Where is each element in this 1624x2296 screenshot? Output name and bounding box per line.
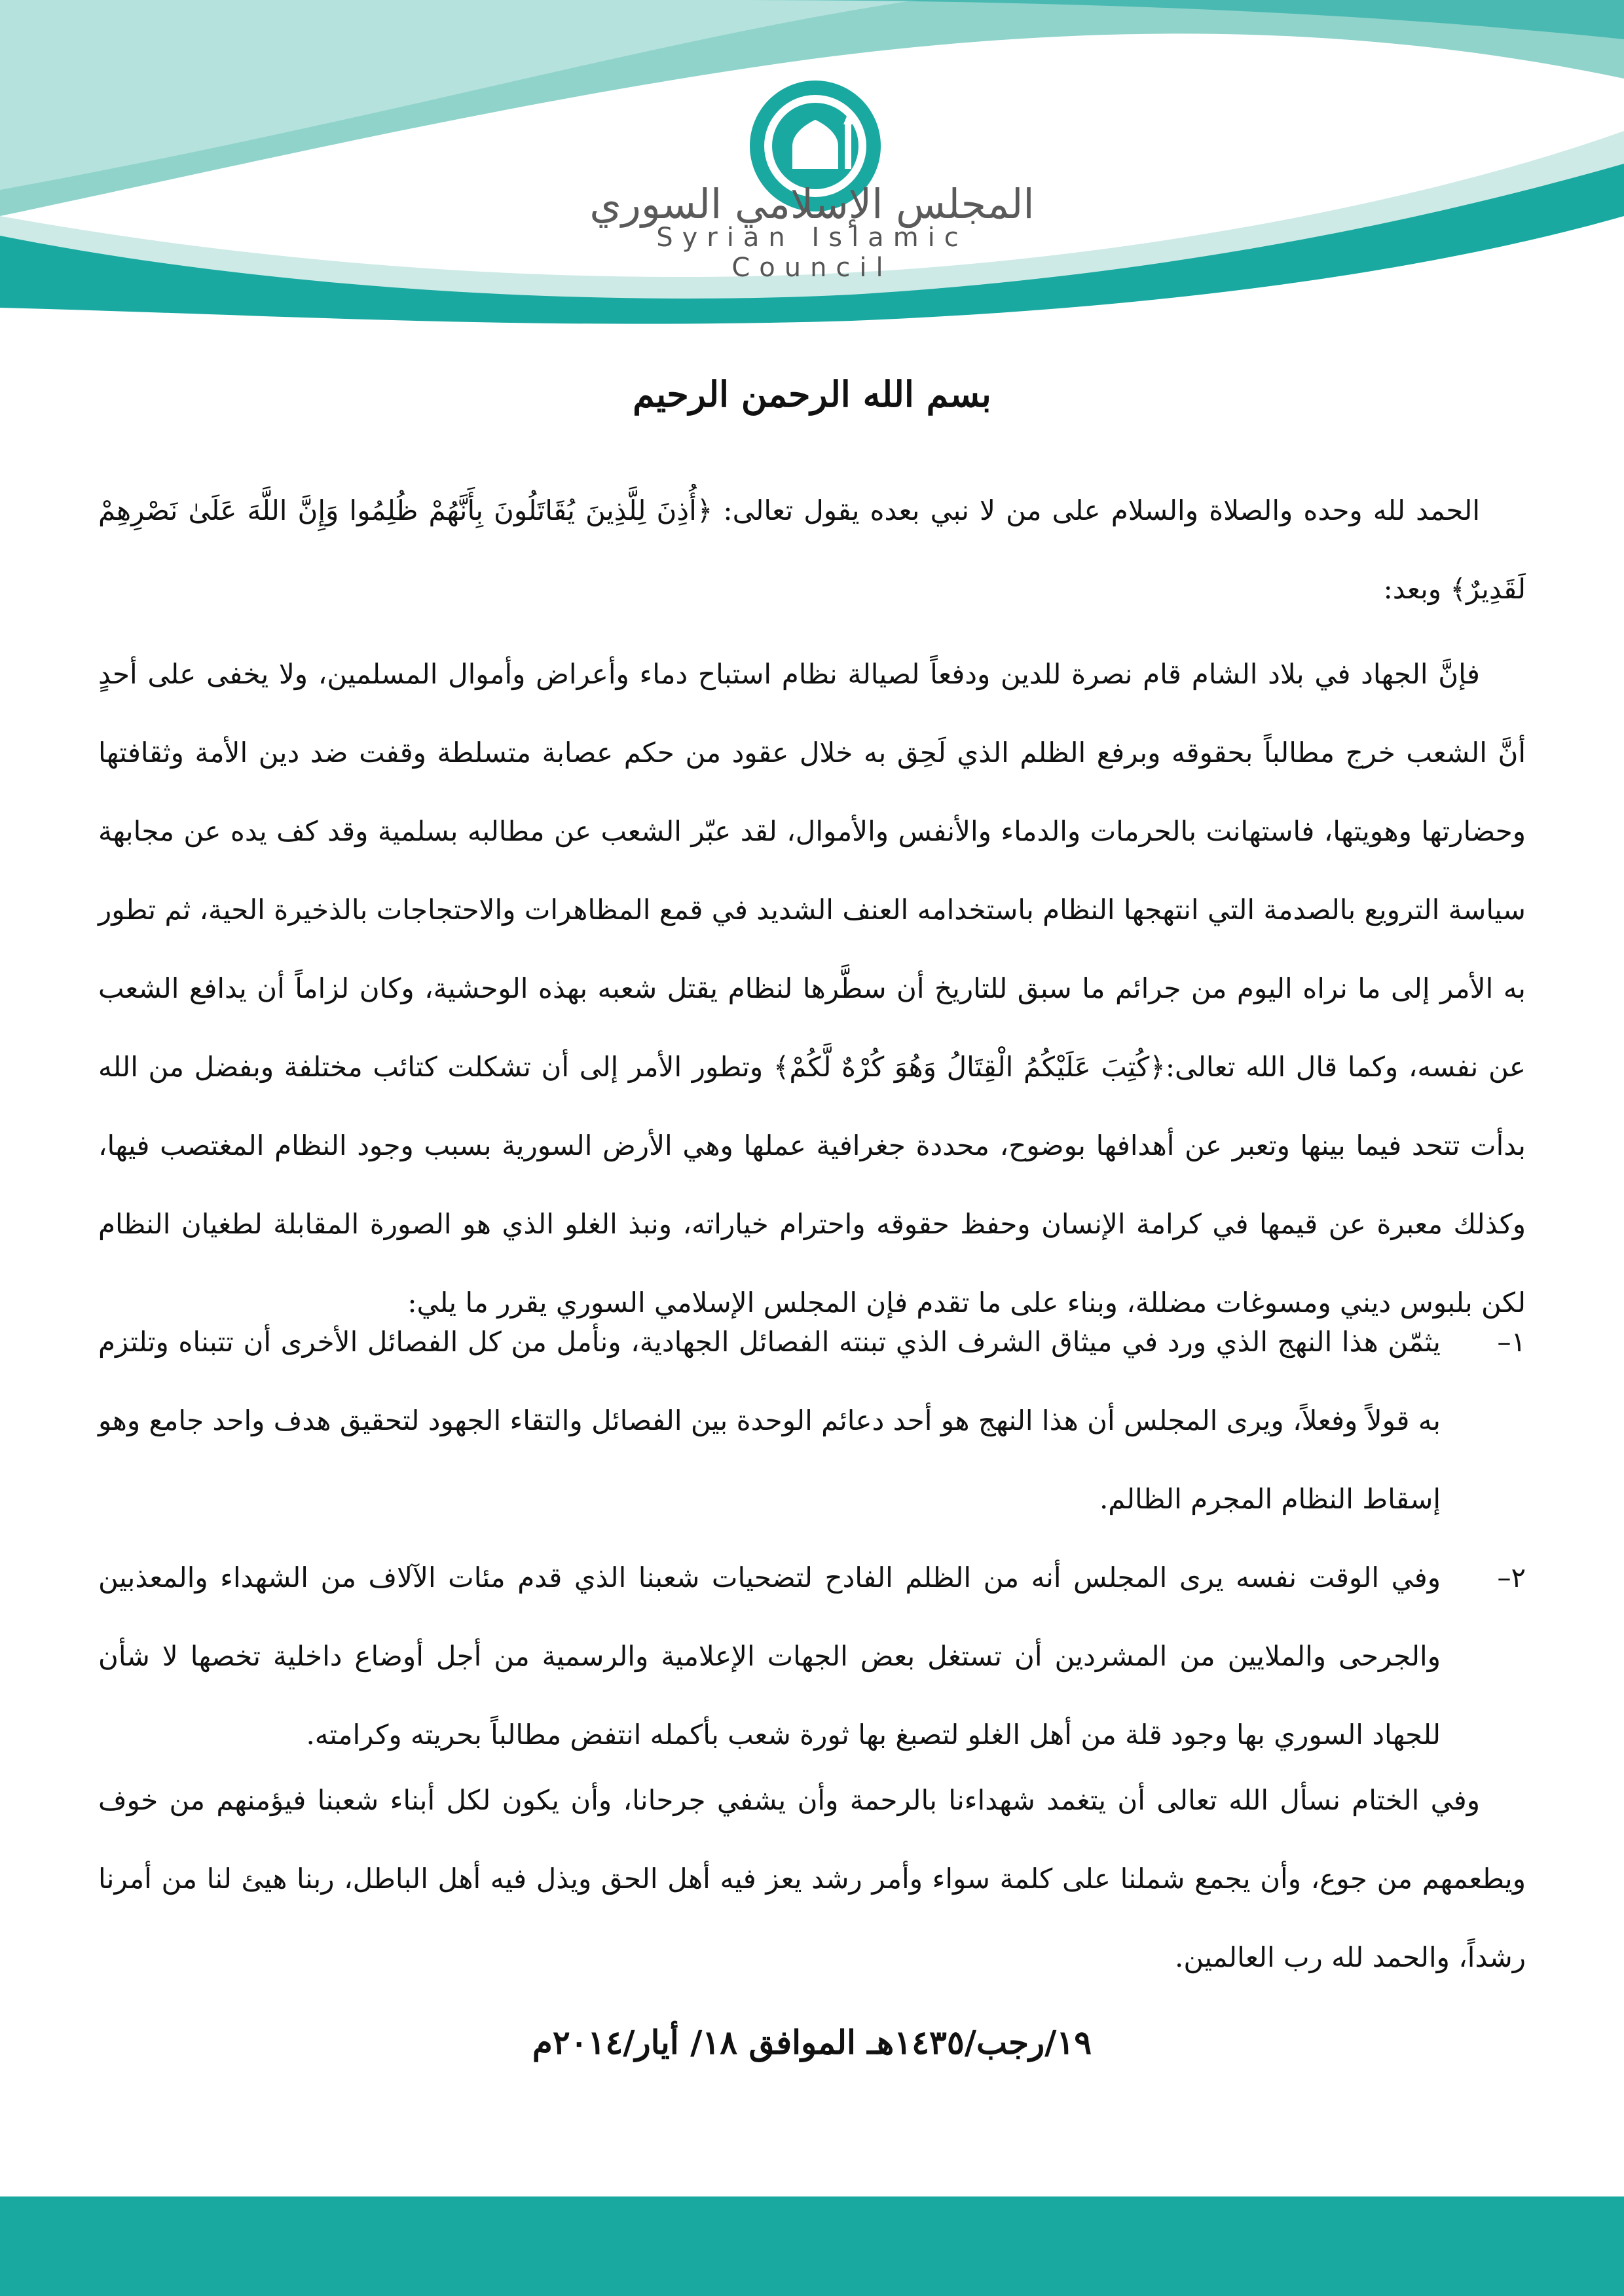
decision-item [98, 1303, 1526, 1539]
closing-section [98, 1761, 1526, 1997]
basmala-heading: بسم الله الرحمن الرحيم [633, 373, 991, 415]
decision-text: وفي الوقت نفسه يرى المجلس أنه من الظلم الفادح لتضحيات شعبنا الذي قدم مئات الآلاف من الشهداء والمعذبين والجرحى والملايين من المشردين أن تستغل بعض الجهات الإعلامية والرسمية من أجل أوضاع داخلية تخصها لا شأن للجهاد السوري بها وجود قلة من أهل الغلو لتصبغ بها ثورة شعب بأكمله انتفض مطالباً بحريته وكرامته. [98, 1561, 1441, 1751]
body-section [98, 635, 1526, 1342]
decision-number: ٢– [1497, 1561, 1526, 1594]
closing-paragraph: وفي الختام نسأل الله تعالى أن يتغمد شهداءنا بالرحمة وأن يشفي جرحانا، وأن يكون لكل أبناء شعبنا فيؤمنهم من خوف ويطعمهم من جوع، وأن يجمع شملنا على كلمة سواء وأمر رشد يعز فيه أهل الحق ويذل فيه أهل الباطل، ربنا هيئ لنا من أمرنا رشداً، والحمد لله رب العالمين. [98, 1784, 1526, 1973]
footer-band [0, 2196, 1624, 2296]
intro-paragraph: الحمد لله وحده والصلاة والسلام على من لا نبي بعده يقول تعالى: ﴿أُذِنَ لِلَّذِينَ يُقَاتَلُونَ بِأَنَّهُمْ ظُلِمُوا وَإِنَّ اللَّهَ عَلَىٰ نَصْرِهِمْ لَقَدِيرٌ﴾ وبعد: [98, 494, 1526, 605]
document-date: ١٩/رجب/١٤٣٥هـ الموافق ١٨/ أيار/٢٠١٤م [532, 2023, 1092, 2062]
decision-item [98, 1539, 1526, 1774]
decision-number: ١– [1497, 1326, 1526, 1358]
decision-text: يثمّن هذا النهج الذي ورد في ميثاق الشرف الذي تبنته الفصائل الجهادية، ونأمل من كل الفصائل الأخرى أن تتبناه وتلتزم به قولاً وفعلاً، ويرى المجلس أن هذا النهج هو أحد دعائم الوحدة بين الفصائل والتقاء الجهود لتحقيق هدف واحد جامع وهو إسقاط النظام المجرم الظالم. [98, 1326, 1441, 1515]
org-name-english: Syrian Islamic Council [656, 223, 968, 283]
org-name-arabic: المجلس الإسلامي السوري [589, 180, 1035, 228]
intro-section [98, 471, 1526, 629]
body-paragraph: فإنَّ الجهاد في بلاد الشام قام نصرة للدين ودفعاً لصيالة نظام استباح دماء وأعراض وأموال المسلمين، ولا يخفى على أحدٍ أنَّ الشعب خرج مطالباً بحقوقه وبرفع الظلم الذي لَحِق به خلال عقود من حكم عصابة متسلطة وقفت ضد دين الأمة وثقافتها وحضارتها وهويتها، فاستهانت بالحرمات والدماء والأنفس والأموال، لقد عبّر الشعب عن مطالبه بسلمية وقد كف يده عن مجابهة سياسة الترويع بالصدمة التي انتهجها النظام باستخدامه العنف الشديد في قمع المظاهرات والاحتجاجات بالذخيرة الحية، ثم تطور به الأمر إلى ما نراه اليوم من جرائم ما سبق للتاريخ أن سطَّرها لنظام يقتل شعبه بهذه الوحشية، وكان لزاماً أن يدافع الشعب عن نفسه، وكما قال الله تعالى:﴿كُتِبَ عَلَيْكُمُ الْقِتَالُ وَهُوَ كُرْهٌ لَّكُمْ﴾ وتطور الأمر إلى أن تشكلت كتائب مختلفة وبفضل من الله بدأت تتحد فيما بينها وتعبر عن أهدافها بوضوح، محددة جغرافية عملها وهي الأرض السورية بسبب وجود النظام المغتصب فيها، وكذلك معبرة عن قيمها في كرامة الإنسان وحفظ حقوقه واحترام خياراته، ونبذ الغلو الذي هو الصورة المقابلة لطغيان النظام لكن بلبوس ديني ومسوغات مضللة، وبناء على ما تقدم فإن المجلس الإسلامي السوري يقرر ما يلي: [98, 658, 1526, 1319]
decisions-list [98, 1303, 1526, 1774]
